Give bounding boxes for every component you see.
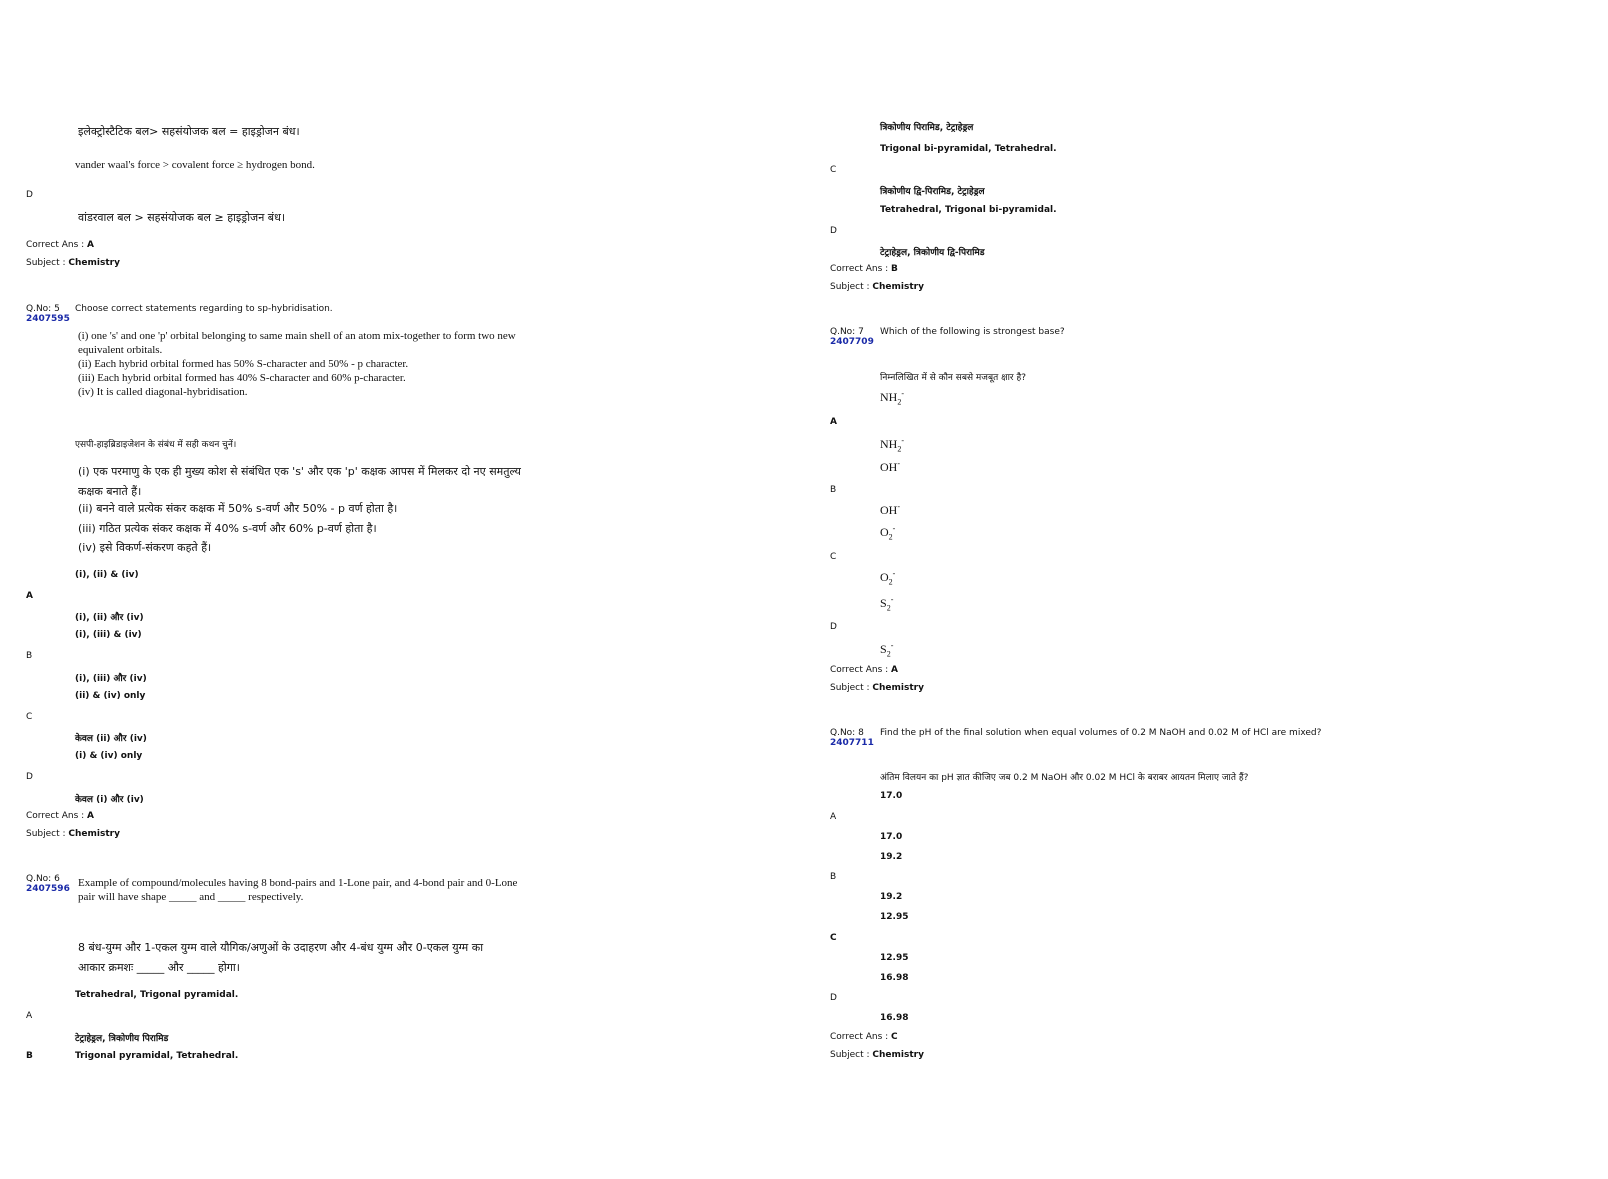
q8-label-d: D bbox=[830, 993, 837, 1003]
q4-option-c-hindi: इलेक्ट्रोस्टैटिक बल> सहसंयोजक बल = हाइड्रोजन बंध। bbox=[78, 125, 300, 138]
q6-option-d-english: Tetrahedral, Trigonal bi-pyramidal. bbox=[880, 205, 1057, 215]
q8-question-hindi: अंतिम विलयन का pH ज्ञात कीजिए जब 0.2 M NaOH और 0.02 M HCl के बराबर आयतन मिलाए जाते हैं? bbox=[880, 773, 1249, 783]
q5-hindi-statement-2: (ii) बनने वाले प्रत्येक संकर कक्षक में 50% s-वर्ण और 50% - p वर्ण होता है। bbox=[78, 502, 398, 515]
q4-label-d: D bbox=[26, 190, 33, 200]
q6-option-c-hindi: त्रिकोणीय द्वि-पिरामिड, टेट्राहेड्रल bbox=[880, 187, 985, 197]
right-column bbox=[800, 0, 1608, 1179]
q7-option-d-english: $S_2^-$ bbox=[880, 595, 894, 613]
q7-subject: Subject : Chemistry bbox=[830, 683, 924, 693]
q5-label-c: C bbox=[26, 712, 33, 722]
q8-id: 2407711 bbox=[830, 738, 874, 748]
q7-label-d: D bbox=[830, 622, 837, 632]
q4-option-d-english: vander waal's force > covalent force ≥ hydrogen bond. bbox=[75, 159, 315, 171]
q6-id: 2407596 bbox=[26, 884, 70, 894]
q5-option-d-english: (i) & (iv) only bbox=[75, 751, 143, 761]
q8-label-c: C bbox=[830, 933, 837, 943]
q6-question-a: Example of compound/molecules having 8 bond-pairs and 1-Lone pair, and 4-bond pair and 0-Lone bbox=[78, 877, 518, 889]
q7-correct-answer: Correct Ans : A bbox=[830, 665, 898, 675]
q5-hindi-statement-4: (iv) इसे विकर्ण-संकरण कहते हैं। bbox=[78, 541, 212, 554]
q6-question-hindi-b: आकार क्रमशः _____ और _____ होगा। bbox=[78, 961, 240, 974]
q6-label-a: A bbox=[26, 1011, 33, 1021]
q5-id: 2407595 bbox=[26, 314, 70, 324]
q7-option-c-english: $O_2^-$ bbox=[880, 524, 896, 542]
q7-option-b-hindi: OH- bbox=[880, 502, 901, 517]
q6-option-c-english: Trigonal bi-pyramidal, Tetrahedral. bbox=[880, 144, 1057, 154]
q8-subject: Subject : Chemistry bbox=[830, 1050, 924, 1060]
q5-option-a-english: (i), (ii) & (iv) bbox=[75, 570, 139, 580]
q5-question-hindi: एसपी-हाइब्रिडाइजेशन के संबंध में सही कथन चुनें। bbox=[75, 440, 237, 450]
q6-label-b: B bbox=[26, 1051, 33, 1061]
q8-label-a: A bbox=[830, 812, 837, 822]
q5-option-a-hindi: (i), (ii) और (iv) bbox=[75, 613, 144, 623]
q8-question: Find the pH of the final solution when equal volumes of 0.2 M NaOH and 0.02 M of HCl are mixed? bbox=[880, 728, 1322, 738]
q6-option-b-hindi: त्रिकोणीय पिरामिड, टेट्राहेड्रल bbox=[880, 123, 974, 133]
q5-option-c-hindi: केवल (ii) और (iv) bbox=[75, 734, 147, 744]
q5-statement-2: (ii) Each hybrid orbital formed has 50% S-character and 50% - p character. bbox=[78, 358, 409, 370]
q6-label-d: D bbox=[830, 226, 837, 236]
q8-label-b: B bbox=[830, 872, 837, 882]
q5-label-b: B bbox=[26, 651, 33, 661]
q6-correct-answer: Correct Ans : B bbox=[830, 264, 898, 274]
q7-option-c-hindi: $O_2^-$ bbox=[880, 569, 896, 587]
q5-label-a: A bbox=[26, 591, 33, 601]
q5-option-b-hindi: (i), (iii) और (iv) bbox=[75, 674, 147, 684]
q5-statement-1b: equivalent orbitals. bbox=[78, 344, 163, 356]
q5-option-c-english: (ii) & (iv) only bbox=[75, 691, 146, 701]
q8-option-c-english: 12.95 bbox=[880, 912, 909, 922]
q4-subject: Subject : Chemistry bbox=[26, 258, 120, 268]
q6-option-a-english: Tetrahedral, Trigonal pyramidal. bbox=[75, 990, 239, 1000]
q6-option-b-english: Trigonal pyramidal, Tetrahedral. bbox=[75, 1051, 239, 1061]
q8-option-d-english: 16.98 bbox=[880, 973, 909, 983]
q7-label-a: A bbox=[830, 417, 837, 427]
q5-question: Choose correct statements regarding to sp-hybridisation. bbox=[75, 304, 333, 314]
q6-subject: Subject : Chemistry bbox=[830, 282, 924, 292]
q5-statement-4: (iv) It is called diagonal-hybridisation. bbox=[78, 386, 248, 398]
q5-option-d-hindi: केवल (i) और (iv) bbox=[75, 795, 144, 805]
q8-number: Q.No: 8 bbox=[830, 728, 864, 738]
q6-number: Q.No: 6 bbox=[26, 874, 60, 884]
q5-hindi-statement-3: (iii) गठित प्रत्येक संकर कक्षक में 40% s-वर्ण और 60% p-वर्ण होता है। bbox=[78, 522, 377, 535]
q8-option-d-hindi: 16.98 bbox=[880, 1013, 909, 1023]
q5-subject: Subject : Chemistry bbox=[26, 829, 120, 839]
q7-id: 2407709 bbox=[830, 337, 874, 347]
q6-label-c: C bbox=[830, 165, 837, 175]
q5-statement-1a: (i) one 's' and one 'p' orbital belonging to same main shell of an atom mix-together to form two new bbox=[78, 330, 516, 342]
q5-label-d: D bbox=[26, 772, 33, 782]
q8-option-b-english: 19.2 bbox=[880, 852, 903, 862]
q7-option-a-english: $NH_2^-$ bbox=[880, 389, 905, 407]
q8-option-a-english: 17.0 bbox=[880, 791, 903, 801]
q8-option-a-hindi: 17.0 bbox=[880, 832, 903, 842]
q7-question: Which of the following is strongest base? bbox=[880, 327, 1065, 337]
q7-number: Q.No: 7 bbox=[830, 327, 864, 337]
q8-option-c-hindi: 12.95 bbox=[880, 953, 909, 963]
q6-option-d-hindi: टेट्राहेड्रल, त्रिकोणीय द्वि-पिरामिड bbox=[880, 248, 985, 258]
q5-number: Q.No: 5 bbox=[26, 304, 60, 314]
q7-label-b: B bbox=[830, 485, 837, 495]
q4-option-d-hindi: वांडरवाल बल > सहसंयोजक बल ≥ हाइड्रोजन बंध। bbox=[78, 211, 286, 224]
q6-question-b: pair will have shape _____ and _____ respectively. bbox=[78, 891, 304, 903]
q4-correct-answer: Correct Ans : A bbox=[26, 240, 94, 250]
q5-hindi-statement-1a: (i) एक परमाणु के एक ही मुख्य कोश से संबंधित एक 's' और एक 'p' कक्षक आपस में मिलकर दो नए समतुल्य bbox=[78, 465, 521, 478]
q6-option-a-hindi: टेट्राहेड्रल, त्रिकोणीय पिरामिड bbox=[75, 1034, 169, 1044]
q7-label-c: C bbox=[830, 552, 837, 562]
q7-option-a-hindi: $NH_2^-$ bbox=[880, 436, 905, 454]
q5-correct-answer: Correct Ans : A bbox=[26, 811, 94, 821]
q7-option-d-hindi: $S_2^-$ bbox=[880, 641, 894, 659]
q8-option-b-hindi: 19.2 bbox=[880, 892, 903, 902]
q5-option-b-english: (i), (iii) & (iv) bbox=[75, 630, 142, 640]
q5-hindi-statement-1b: कक्षक बनाते हैं। bbox=[78, 485, 142, 498]
q7-option-b-english: OH- bbox=[880, 459, 901, 474]
q6-question-hindi-a: 8 बंध-युग्म और 1-एकल युग्म वाले यौगिक/अणुओं के उदाहरण और 4-बंध युग्म और 0-एकल युग्म का bbox=[78, 941, 484, 954]
q7-question-hindi: निम्नलिखित में से कौन सबसे मजबूत क्षार है? bbox=[880, 373, 1026, 383]
q8-correct-answer: Correct Ans : C bbox=[830, 1032, 898, 1042]
q5-statement-3: (iii) Each hybrid orbital formed has 40% S-character and 60% p-character. bbox=[78, 372, 406, 384]
left-column bbox=[0, 0, 800, 1179]
